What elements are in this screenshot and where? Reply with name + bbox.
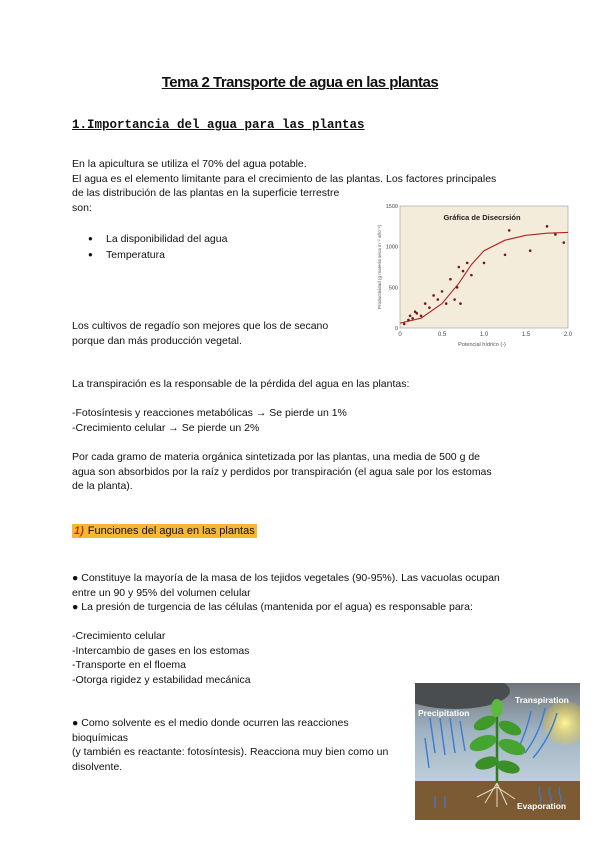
paragraph-line: disolvente. bbox=[72, 760, 123, 773]
list-item: -Fotosíntesis y reacciones metabólicas → Se pierde un 1% bbox=[72, 407, 347, 419]
section-heading-funciones bbox=[72, 524, 257, 538]
scatter-point bbox=[407, 319, 410, 322]
list-item: -Crecimiento celular → Se pierde un 2% bbox=[72, 421, 260, 434]
scatter-point bbox=[437, 298, 440, 301]
paragraph-line: bioquímicas bbox=[72, 731, 129, 744]
scatter-point bbox=[420, 315, 423, 318]
scatter-point bbox=[449, 278, 452, 281]
scatter-point bbox=[441, 290, 444, 293]
list-item: ● La disponibilidad del agua bbox=[88, 231, 227, 247]
plot-area bbox=[400, 206, 568, 328]
y-tick-label: 1500 bbox=[385, 204, 398, 210]
x-tick-label: 0 bbox=[398, 332, 402, 338]
paragraph-line: ● Constituye la mayoría de la masa de los tejidos vegetales (90-95%). Las vacuolas ocupan bbox=[72, 572, 500, 584]
x-tick-label: 1.5 bbox=[521, 332, 531, 338]
scatter-point bbox=[409, 315, 412, 318]
scatter-chart bbox=[372, 200, 577, 348]
list-item: -Otorga rigidez y estabilidad mecánica bbox=[72, 673, 251, 686]
scatter-point bbox=[554, 233, 557, 236]
solvent-paragraph bbox=[72, 716, 407, 774]
y-tick-label: 0 bbox=[394, 326, 398, 332]
label-precipitation: Precipitation bbox=[418, 708, 470, 718]
y-axis-label: Productividad (g materia seca m⁻² año⁻¹) bbox=[377, 224, 382, 310]
paragraph-line: ● Como solvente es el medio donde ocurren las reacciones bbox=[72, 717, 349, 729]
label-transpiration: Transpiration bbox=[515, 695, 569, 705]
intro-line: de las distribución de las plantas en la superficie terrestre bbox=[72, 187, 340, 199]
scatter-point bbox=[546, 225, 549, 228]
scatter-point bbox=[508, 229, 511, 232]
page-title: Tema 2 Transporte de agua en las plantas bbox=[161, 74, 439, 91]
scatter-point bbox=[459, 302, 462, 305]
paragraph-line: de la planta). bbox=[72, 480, 133, 492]
scatter-point bbox=[424, 302, 427, 305]
list-item: -Intercambio de gases en los estomas bbox=[72, 644, 250, 657]
scatter-point bbox=[453, 298, 456, 301]
paragraph-line: porque dan más producción vegetal. bbox=[72, 334, 242, 347]
label-evaporation: Evaporation bbox=[517, 801, 567, 811]
y-tick-label: 500 bbox=[388, 285, 398, 292]
paragraph-line: ● La presión de turgencia de las células (mantenida por el agua) es responsable para: bbox=[72, 601, 473, 613]
funciones-paragraph bbox=[72, 571, 542, 615]
roles-list bbox=[72, 629, 532, 687]
scatter-point bbox=[462, 270, 465, 273]
scatter-point bbox=[456, 286, 459, 289]
transpiracion-text: La transpiración es la responsable de la pérdida del agua en las plantas: bbox=[72, 378, 410, 390]
paragraph-line: Por cada gramo de materia orgánica sintetizada por las plantas, una media de 500 g de bbox=[72, 451, 481, 463]
scatter-point bbox=[428, 306, 431, 309]
intro-line: En la apicultura se utiliza el 70% del agua potable. bbox=[72, 158, 307, 170]
intro-line: son: bbox=[72, 201, 92, 214]
transpiration-illustration bbox=[415, 683, 580, 820]
paragraph-line: Los cultivos de regadío son mejores que los de secano bbox=[72, 320, 329, 332]
x-tick-label: 1.0 bbox=[479, 332, 489, 338]
scatter-point bbox=[470, 274, 473, 277]
paragraph-line: agua son absorbidos por la raíz y perdidos por transpiración (el agua sale por los estomas bbox=[72, 465, 492, 478]
list-item: -Transporte en el floema bbox=[72, 659, 186, 671]
scatter-point bbox=[483, 262, 486, 265]
scatter-point bbox=[411, 317, 414, 320]
list-item: ● Temperatura bbox=[88, 247, 227, 263]
section-number: 1) bbox=[74, 525, 84, 537]
y-tick-label: 1000 bbox=[385, 244, 398, 251]
scatter-point bbox=[458, 266, 461, 269]
section-title: Funciones del agua en las plantas bbox=[87, 525, 255, 537]
scatter-point bbox=[432, 294, 435, 297]
factors-list bbox=[88, 231, 227, 263]
scatter-point bbox=[416, 312, 419, 315]
section-heading-importancia: 1.Importancia del agua para las plantas bbox=[72, 118, 365, 132]
scatter-point bbox=[403, 323, 406, 326]
list-item: -Crecimiento celular bbox=[72, 630, 166, 642]
scatter-point bbox=[563, 241, 566, 244]
scatter-point bbox=[445, 302, 448, 305]
materia-paragraph bbox=[72, 450, 532, 494]
x-axis-label: Potencial hídrico (-) bbox=[458, 342, 506, 348]
x-tick-label: 2.0 bbox=[563, 332, 573, 338]
chart-title: Gráfica de Disecrsión bbox=[443, 213, 521, 222]
scatter-point bbox=[529, 249, 532, 252]
losses-list bbox=[72, 406, 532, 435]
secano-paragraph bbox=[72, 319, 362, 348]
paragraph-line: entre un 90 y 95% del volumen celular bbox=[72, 586, 251, 599]
scatter-point bbox=[504, 254, 507, 257]
paragraph-line: (y también es reactante: fotosíntesis). Reacciona muy bien como un bbox=[72, 746, 389, 758]
x-tick-label: 0.5 bbox=[437, 332, 447, 338]
scatter-point bbox=[466, 262, 469, 265]
intro-line: El agua es el elemento limitante para el crecimiento de las plantas. Los factores principales bbox=[72, 172, 497, 185]
